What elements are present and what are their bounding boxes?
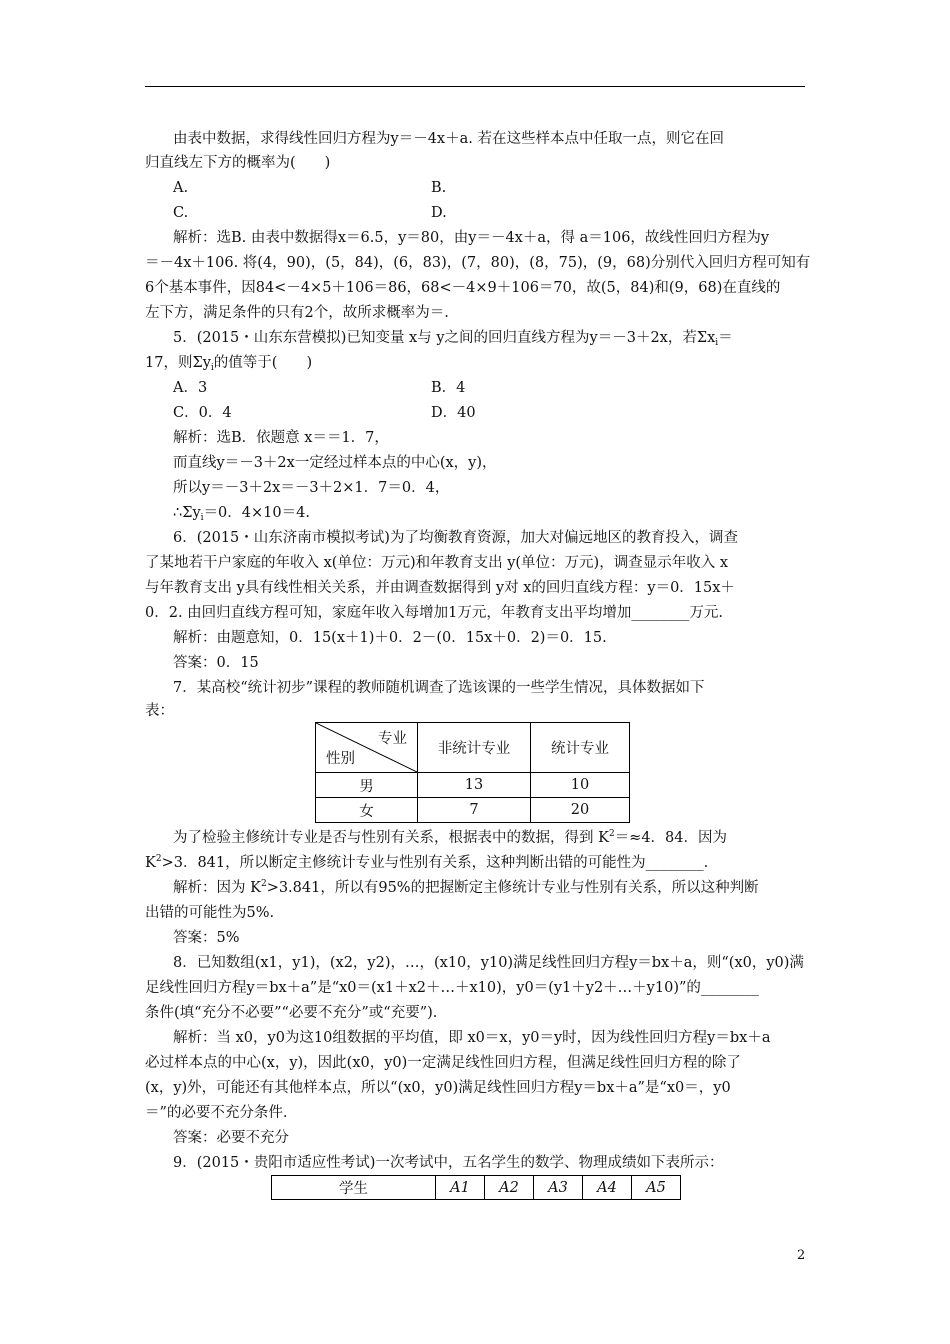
corner-bottom-label: 性别 [326,751,355,767]
table-cell: 7 [418,798,531,823]
table-row [316,798,630,823]
q8-solution-line-4: ＝”的必要不充分条件. [145,1105,288,1121]
q7-solution-line-2: 出错的可能性为5%. [145,905,275,921]
q8-solution-line-3: (x，y)外，可能还有其他样本点，所以“(x0，y0)满足线性回归方程y＝bx＋a”是“x0＝，y0 [145,1080,731,1096]
table-corner-cell [316,723,418,773]
q8-text-line-3: 条件(填“充分不必要”“必要不充分”或“充要”). [145,1005,438,1021]
q5-solution-line-1: 解析：选B．依题意 x＝＝1．7， [173,430,389,446]
q5-option-a: A．3 [173,380,208,396]
q6-text-line-4: 0．2. 由回归直线方程可知，家庭年收入每增加1万元，年教育支出平均增加________万元. [145,605,724,621]
table-header-cell: 统计专业 [531,723,630,773]
q5-option-c: C．0．4 [173,405,232,421]
q4-option-b: B. [431,180,447,196]
q6-text-line-2: 了某地若干户家庭的年收入 x(单位：万元)和年教育支出 y(单位：万元)，调查显示年收入 x [145,555,728,571]
table-cell: 10 [531,773,630,798]
q6-text-line-1: 6．(2015・山东济南市模拟考试)为了均衡教育资源，加大对偏远地区的教育投入，调查 [173,530,738,546]
table-header-cell: A2 [485,1176,534,1200]
q7-solution-line-1: 解析：因为 $K^2>3.841$，所以有95%的把握断定主修统计专业与性别有关系，所以这种判断 [173,879,759,896]
q4-text-line-1: 由表中数据，求得线性回归方程为y＝－4x＋a. 若在这些样本点中任取一点，则它在回 [173,131,724,147]
q6-solution: 解析：由题意知，0．15(x＋1)＋0．2－(0．15x＋0．2)＝0．15. [173,630,607,646]
q4-solution-line-4: 左下方，满足条件的只有2个，故所求概率为＝. [145,305,449,321]
page-number: 2 [797,1248,806,1263]
q8-text-line-1: 8．已知数组(x1，y1)，(x2，y2)，…，(x10，y10)满足线性回归方程y＝bx＋a，则“(x0，y0)满 [173,955,804,971]
q7-text-line-4: $K^2>3$．841，所以断定主修统计专业与性别有关系，这种判断出错的可能性为________. [145,854,709,871]
q6-answer: 答案：0．15 [173,655,259,671]
q4-solution-line-1: 解析：选B. 由表中数据得x＝6.5，y＝80，由y＝－4x＋a，得 a＝106，故线性回归方程为y [173,230,770,246]
q5-text-line-1: 5．(2015・山东东营模拟)已知变量 x与 y之间的回归直线方程为y＝－3＋2x，若$\Sigma x_i=$ [173,330,733,348]
q7-text-line-1: 7．某高校“统计初步”课程的教师随机调查了选该课的一些学生情况，具体数据如下 [173,680,705,696]
header-rule [145,86,805,87]
q4-option-c: C. [173,205,189,221]
table-cell: 男 [316,773,418,798]
table-header-cell: A4 [583,1176,632,1200]
q9-text-line-1: 9．(2015・贵阳市适应性考试)一次考试中，五名学生的数学、物理成绩如下表所示： [173,1155,724,1171]
q5-text-line-2: 17，则$\Sigma y_i$的值等于( ) [145,355,313,373]
table-cell: 13 [418,773,531,798]
q7-text-line-3: 为了检验主修统计专业是否与性别有关系，根据表中的数据，得到 $K^2=\approx 4$．84．因为 [173,829,728,846]
q4-solution-line-3: 6个基本事件，因84<－4×5＋106＝86，68<－4×9＋106＝70，故(5，84)和(9，68)在直线的 [145,280,781,296]
table-header-cell: A5 [632,1176,681,1200]
q6-text-line-3: 与年教育支出 y具有线性相关关系，并由调查数据得到 y对 x的回归直线方程：y＝0．15x＋ [145,580,735,596]
q4-option-d: D. [431,205,447,221]
q7-answer: 答案：5% [173,930,240,946]
table-row [316,773,630,798]
table-header-cell: A1 [436,1176,485,1200]
corner-top-label: 专业 [378,731,407,747]
q4-option-a: A. [173,180,189,196]
table-header-cell: A3 [534,1176,583,1200]
q5-option-b: B．4 [431,380,466,396]
q4-text-line-2: 归直线左下方的概率为( ) [145,155,331,171]
table-row [272,1176,681,1200]
table-header-cell: 学生 [272,1176,436,1200]
q4-solution-line-2: ＝－4x＋106. 将(4，90)，(5，84)，(6，83)，(7，80)，(8，75)，(9，68)分别代入回归方程可知有 [145,255,811,271]
q5-solution-line-3: 所以y＝－3＋2x＝－3＋2×1．7＝0．4， [173,480,450,496]
q8-text-line-2: 足线性回归方程y＝bx＋a”是“x0＝(x1＋x2＋…＋x10)，y0＝(y1＋y2＋…＋y10)”的________ [145,980,759,996]
contingency-table [315,722,630,823]
q7-text-line-2: 表： [145,703,174,719]
table-header-cell: 非统计专业 [418,723,531,773]
student-scores-table [271,1175,681,1200]
q8-solution-line-2: 必过样本点的中心(x，y)，因此(x0，y0)一定满足线性回归方程，但满足线性回归方程的除了 [145,1055,741,1071]
q8-solution-line-1: 解析：当 x0，y0为这10组数据的平均值，即 x0＝x，y0＝y时，因为线性回归方程y＝bx＋a [173,1030,771,1046]
q8-answer: 答案：必要不充分 [173,1130,289,1146]
table-cell: 20 [531,798,630,823]
q5-option-d: D．40 [431,405,476,421]
q5-solution-line-2: 而直线y＝－3＋2x一定经过样本点的中心(x，y)， [173,455,497,471]
q5-solution-line-4: $\therefore\Sigma y_i=0$．4×10＝4. [173,505,310,523]
table-cell: 女 [316,798,418,823]
